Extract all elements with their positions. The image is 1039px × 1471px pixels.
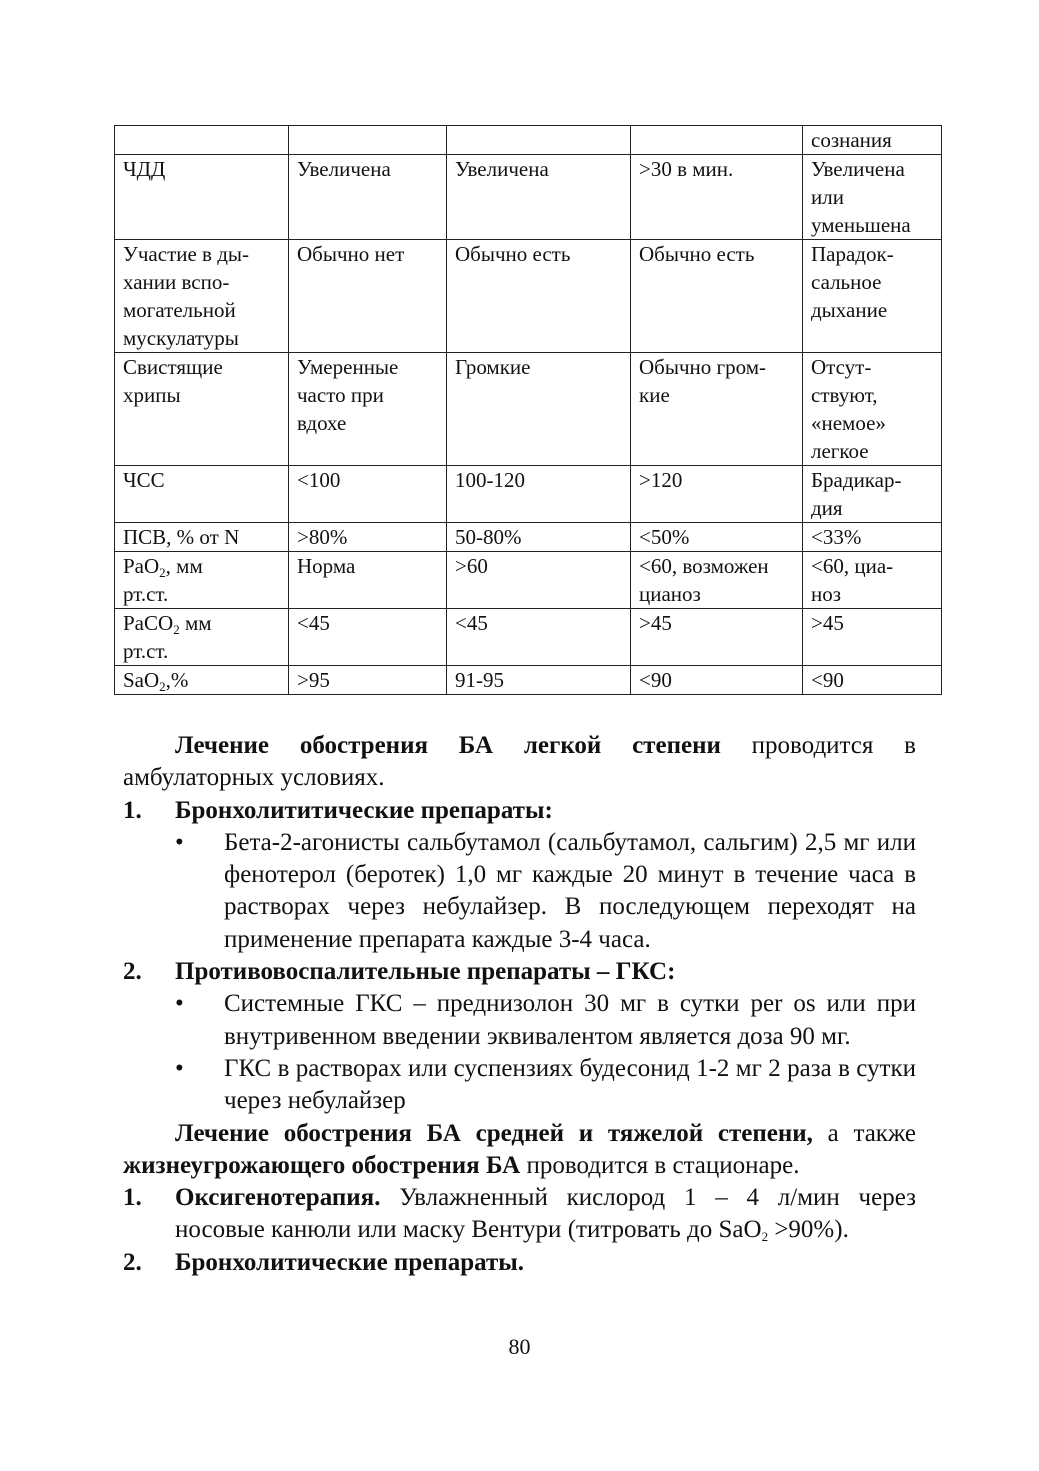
row-label-cell: ЧСС	[115, 466, 289, 523]
item-text: >90%).	[768, 1216, 849, 1244]
row-label-cell: ПСВ, % от N	[115, 523, 289, 552]
severity-criteria-table	[114, 125, 942, 695]
table-cell: <60, возможен цианоз	[631, 552, 803, 609]
item-number: 2.	[123, 958, 142, 986]
subscript: 2	[761, 1229, 769, 1245]
table-cell: 100-120	[447, 466, 631, 523]
bullet-item	[123, 827, 916, 956]
table-row	[115, 552, 942, 609]
table-cell: >120	[631, 466, 803, 523]
bullet-item	[123, 1053, 916, 1118]
paragraph-text: а также	[812, 1119, 916, 1147]
table-cell	[631, 126, 803, 155]
row-label-cell: ЧДД	[115, 155, 289, 240]
paragraph-text: проводится в амбулаторных условиях.	[123, 732, 916, 792]
table-cell: Обычно есть	[447, 240, 631, 353]
table-cell: Отсут- ствуют, «немое» легкое	[803, 353, 942, 466]
table-row	[115, 155, 942, 240]
bullet-icon: •	[175, 1054, 184, 1082]
item-title: Бронхолитические препараты.	[175, 1248, 525, 1276]
item-number: 2.	[123, 1248, 142, 1276]
table-cell: >60	[447, 552, 631, 609]
bold-phrase: Лечение обострения БА средней и тяжелой степени,	[175, 1119, 813, 1147]
table-cell: <33%	[803, 523, 942, 552]
row-label-cell: SaO$_2$,%	[115, 666, 289, 695]
table-cell	[289, 126, 447, 155]
row-label-cell: PaCO$_2$ мм рт.ст.	[115, 609, 289, 666]
item-title: Бронхолититические препараты:	[175, 796, 553, 824]
table-cell: Умеренные часто при вдохе	[289, 353, 447, 466]
table-cell: Парадок- сальное дыхание	[803, 240, 942, 353]
row-label-cell: Свистящие хрипы	[115, 353, 289, 466]
page-number: 80	[508, 1334, 531, 1359]
numbered-item	[123, 1247, 916, 1279]
body-text	[123, 730, 916, 1279]
paragraph-severe-treatment	[123, 1118, 916, 1183]
bullet-text: Бета-2-агонисты сальбутамол (сальбутамол, сальгим) 2,5 мг или фенотерол (беротек) 1,0 мг каждые 20 минут в течение часа в растворах через небулайзер. В последующем переходят на применение препарата каждые 3-4 часа.	[224, 828, 916, 953]
item-title: Оксигенотерапия.	[175, 1184, 381, 1212]
table-cell: Увеличена или уменьшена	[803, 155, 942, 240]
row-label-cell	[115, 126, 289, 155]
table-cell: Норма	[289, 552, 447, 609]
bullet-icon: •	[175, 990, 184, 1018]
table-cell: >45	[631, 609, 803, 666]
table-cell: Брадикар- дия	[803, 466, 942, 523]
table-row	[115, 353, 942, 466]
table-row	[115, 609, 942, 666]
table-cell: Громкие	[447, 353, 631, 466]
table-row	[115, 523, 942, 552]
row-label-cell: Участие в ды- хании вспо- могательной мускулатуры	[115, 240, 289, 353]
numbered-item	[123, 795, 916, 827]
table-cell: <90	[803, 666, 942, 695]
table-cell: Обычно нет	[289, 240, 447, 353]
table-cell: >95	[289, 666, 447, 695]
table-cell: <45	[289, 609, 447, 666]
item-title: Противовоспалительные препараты – ГКС:	[175, 958, 676, 986]
table-cell: Обычно есть	[631, 240, 803, 353]
bold-phrase: жизнеугрожающего обострения БА	[123, 1151, 521, 1179]
table-cell: <100	[289, 466, 447, 523]
paragraph-mild-treatment	[123, 730, 916, 795]
table-cell: <45	[447, 609, 631, 666]
bold-phrase: Лечение обострения БА легкой степени	[175, 732, 721, 759]
item-number: 1.	[123, 1184, 142, 1212]
bullet-text: Системные ГКС – преднизолон 30 мг в сутки per os или при внутривенном введении эквивалентом является доза 90 мг.	[224, 990, 916, 1050]
table-cell: Обычно гром- кие	[631, 353, 803, 466]
table-row	[115, 666, 942, 695]
row-label-cell: PaO$_2$, мм рт.ст.	[115, 552, 289, 609]
table-cell: >45	[803, 609, 942, 666]
table-cell: >80%	[289, 523, 447, 552]
bullet-text: ГКС в растворах или суспензиях будесонид 1-2 мг 2 раза в сутки через небулайзер	[224, 1054, 916, 1115]
table-cell: <60, циа- ноз	[803, 552, 942, 609]
table-row	[115, 466, 942, 523]
table-cell: Увеличена	[447, 155, 631, 240]
numbered-item	[123, 1182, 916, 1247]
item-text: Увлажненный кислород 1 – 4 л/мин через носовые канюли или маску Вентури (титровать до SaO	[175, 1184, 916, 1244]
bullet-item	[123, 988, 916, 1053]
bullet-icon: •	[175, 828, 184, 856]
table-row	[115, 126, 942, 155]
table-cell: 50-80%	[447, 523, 631, 552]
item-number: 1.	[123, 796, 142, 824]
table-cell	[447, 126, 631, 155]
table-cell: сознания	[803, 126, 942, 155]
table-cell: Увеличена	[289, 155, 447, 240]
table-cell: >30 в мин.	[631, 155, 803, 240]
table-cell: 91-95	[447, 666, 631, 695]
paragraph-text: проводится в стационаре.	[520, 1151, 800, 1179]
table-cell: <50%	[631, 523, 803, 552]
numbered-item	[123, 956, 916, 988]
table-cell: <90	[631, 666, 803, 695]
table-row	[115, 240, 942, 353]
